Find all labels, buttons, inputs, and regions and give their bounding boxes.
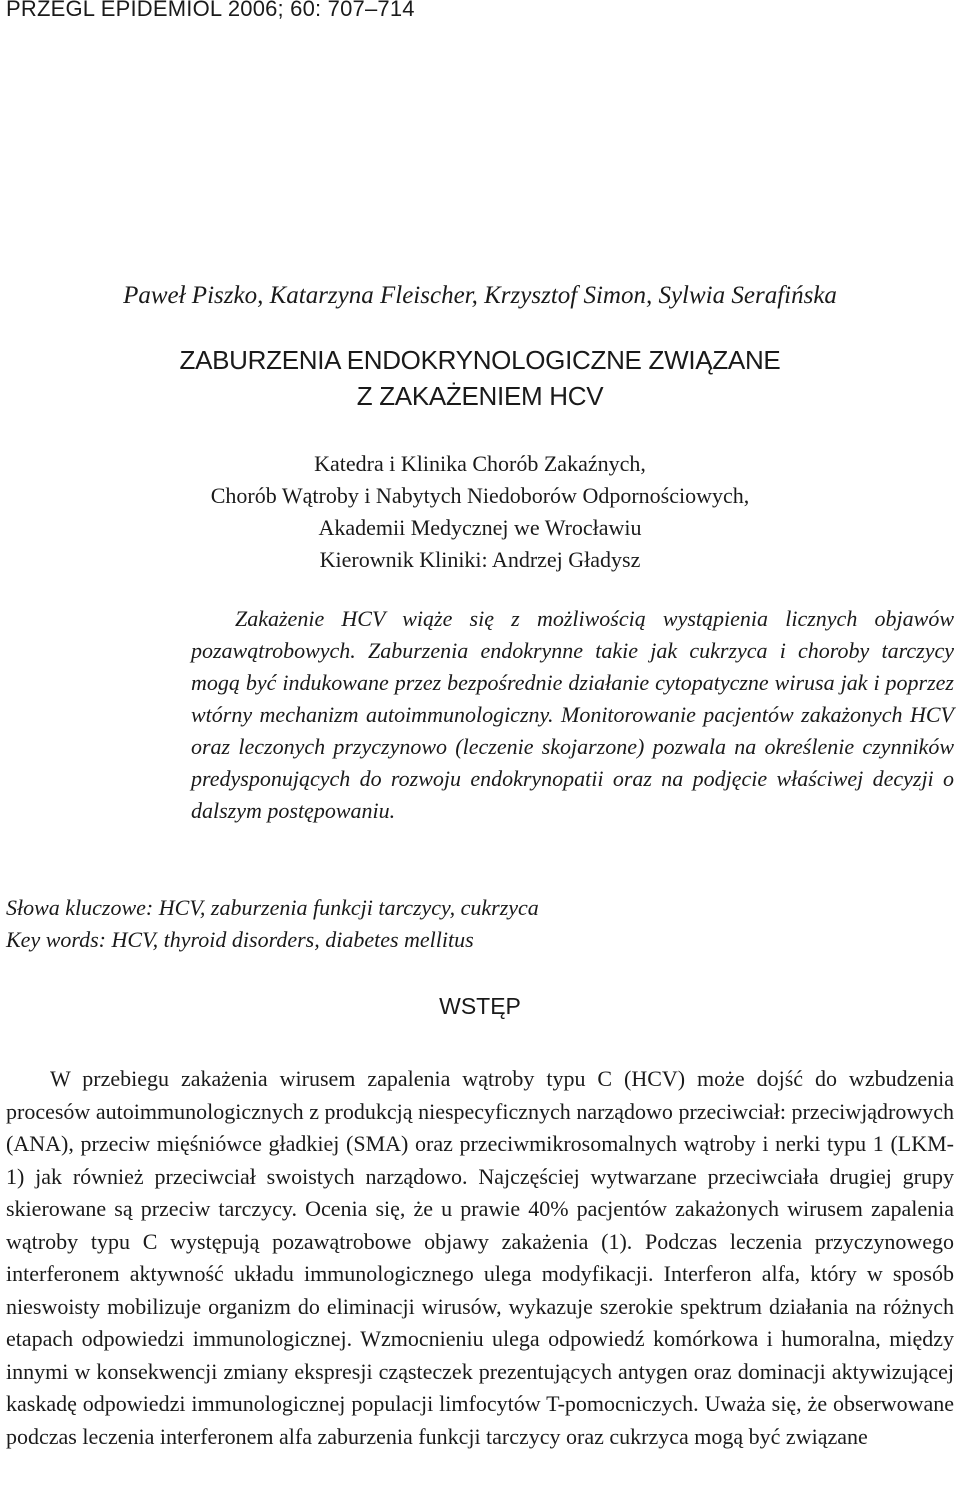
section-heading: WSTĘP [439, 993, 521, 1019]
keywords-english: Key words: HCV, thyroid disorders, diabetes mellitus [6, 927, 474, 952]
abstract: Zakażenie HCV wiąże się z możliwością wystąpienia licznych objawów pozawątrobowych. Zaburzenia endokrynne takie jak cukrzyca i choroby tarczycy mogą być indukowane przez bezpośrednie działanie cytopatyczne wirusa jak i poprzez wtórny mechanizm autoimmunologiczny. Monitorowanie pacjentów zakażonych HCV oraz leczonych przyczynowo (leczenie skojarzone) pozwala na określenie czynników predysponujących do rozwoju endokrynopatii oraz na podjęcie właściwej decyzji o dalszym postępowaniu. [191, 606, 954, 823]
author-list: Paweł Piszko, Katarzyna Fleischer, Krzysztof Simon, Sylwia Serafińska [123, 282, 837, 309]
body-paragraph: W przebiegu zakażenia wirusem zapalenia wątroby typu C (HCV) może dojść do wzbudzenia procesów autoimmunologicznych z produkcją niespecyficznych narządowo przeciwciał: przeciwjądrowych (ANA), przeciw mięśniówce gładkiej (SMA) oraz przeciwmikrosomalnych wątroby i nerki typu 1 (LKM-1) jak również przeciwciał swoistych narządowo. Najczęściej wytwarzane przeciwciała drugiej grupy skierowane są przeciw tarczycy. Ocenia się, że u prawie 40% pacjentów zakażonych wirusem zapalenia wątroby typu C występują pozawątrobowe objawy zakażenia (1). Podczas leczenia przyczynowego interferonem aktywność układu immunologicznego ulega modyfikacji. Interferon alfa, który w sposób nieswoisty mobilizuje organizm do eliminacji wirusów, wykazuje szerokie spektrum działania na różnych etapach odpowiedzi immunologicznej. Wzmocnieniu ulega odpowiedź komórkowa i humoralna, między innymi w konsekwencji zmiany ekspresji cząsteczek prezentujących antygen oraz dominacji aktywizującej kaskadę odpowiedzi immunologicznej populacji limfocytów T-pomocniczych. Uważa się, że obserwowane podczas leczenia interferonem alfa zaburzenia funkcji tarczycy oraz cukrzyca mogą być związane [6, 1066, 954, 1449]
affiliation-line: Kierownik Kliniki: Andrzej Gładysz [319, 547, 641, 572]
article-title-line: ZABURZENIA ENDOKRYNOLOGICZNE ZWIĄZANE [179, 345, 781, 375]
affiliation [0, 448, 960, 576]
article-title [0, 342, 960, 414]
affiliation-line: Chorób Wątroby i Nabytych Niedoborów Odpornościowych, [210, 483, 750, 508]
keywords-polish: Słowa kluczowe: HCV, zaburzenia funkcji tarczycy, cukrzyca [6, 895, 539, 920]
affiliation-line: Akademii Medycznej we Wrocławiu [318, 515, 642, 540]
article-title-line: Z ZAKAŻENIEM HCV [356, 381, 604, 411]
affiliation-line: Katedra i Klinika Chorób Zakaźnych, [314, 451, 646, 476]
journal-header: PRZEGL EPIDEMIOL 2006; 60: 707–714 [6, 0, 415, 21]
keywords [6, 892, 539, 956]
